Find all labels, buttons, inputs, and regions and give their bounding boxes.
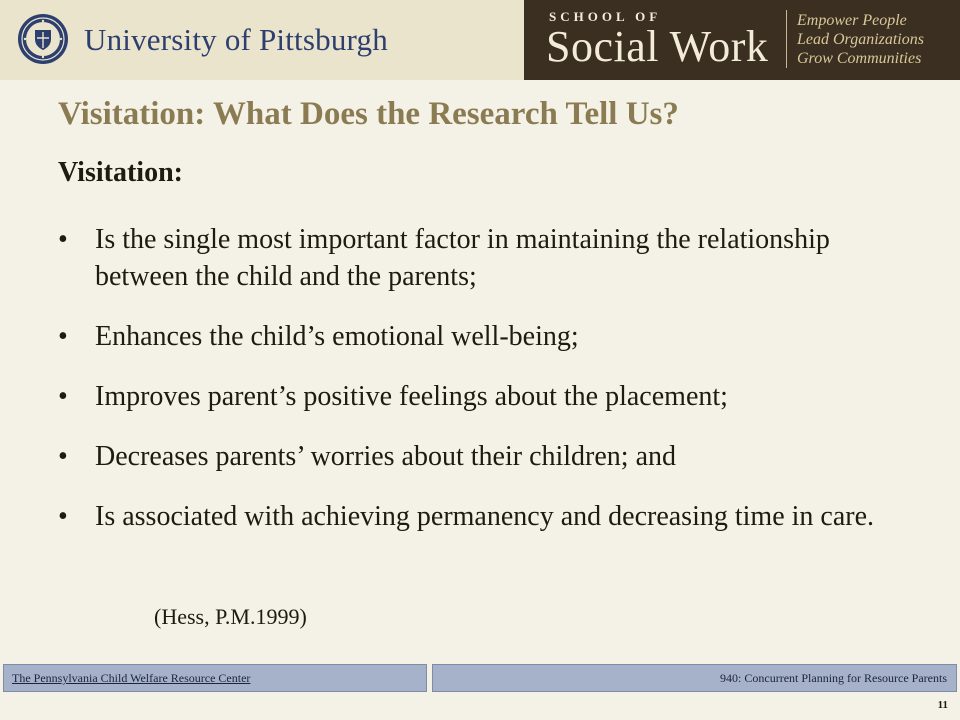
slide-header: [0, 0, 960, 80]
bullet-dot-icon: •: [58, 501, 68, 532]
bullet-dot-icon: •: [58, 321, 68, 352]
bullet-item: [58, 498, 918, 535]
bullet-item: [58, 221, 918, 295]
bullet-dot-icon: •: [58, 441, 68, 472]
tagline-line-3: Grow Communities: [797, 50, 922, 67]
bullet-text: Decreases parents’ worries about their children; and: [95, 441, 677, 472]
bullet-text: Enhances the child’s emotional well-being;: [95, 321, 579, 352]
university-name: University of Pittsburgh: [84, 22, 388, 57]
bullet-item: [58, 318, 918, 355]
bullet-item: [58, 378, 918, 415]
footer-course-title: 940: Concurrent Planning for Resource Parents: [720, 671, 947, 685]
university-banner: [0, 0, 524, 80]
tagline-divider: [786, 10, 787, 68]
bullet-text: Improves parent’s positive feelings about the placement;: [95, 381, 728, 412]
slide-title: Visitation: What Does the Research Tell Us?: [58, 96, 679, 132]
school-tagline: [797, 11, 924, 68]
university-seal-icon: [17, 13, 69, 65]
school-name: Social Work: [546, 22, 769, 71]
footer-right-box: [432, 664, 957, 692]
bullet-dot-icon: •: [58, 224, 68, 255]
footer-center-link[interactable]: The Pennsylvania Child Welfare Resource Center: [12, 671, 251, 685]
bullet-list: [58, 221, 918, 558]
slide-subheading: Visitation:: [58, 157, 183, 188]
bullet-dot-icon: •: [58, 381, 68, 412]
tagline-line-2: Lead Organizations: [797, 31, 924, 48]
footer-left-box: [3, 664, 427, 692]
bullet-text: Is associated with achieving permanency and decreasing time in care.: [95, 501, 875, 532]
bullet-text: Is the single most important factor in maintaining the relationship between the child and the parents;: [95, 224, 830, 292]
citation: (Hess, P.M.1999): [154, 604, 307, 629]
bullet-item: [58, 438, 918, 475]
tagline-line-1: Empower People: [797, 12, 907, 29]
school-of-label: SCHOOL OF: [549, 9, 662, 24]
page-number: 11: [937, 699, 948, 711]
